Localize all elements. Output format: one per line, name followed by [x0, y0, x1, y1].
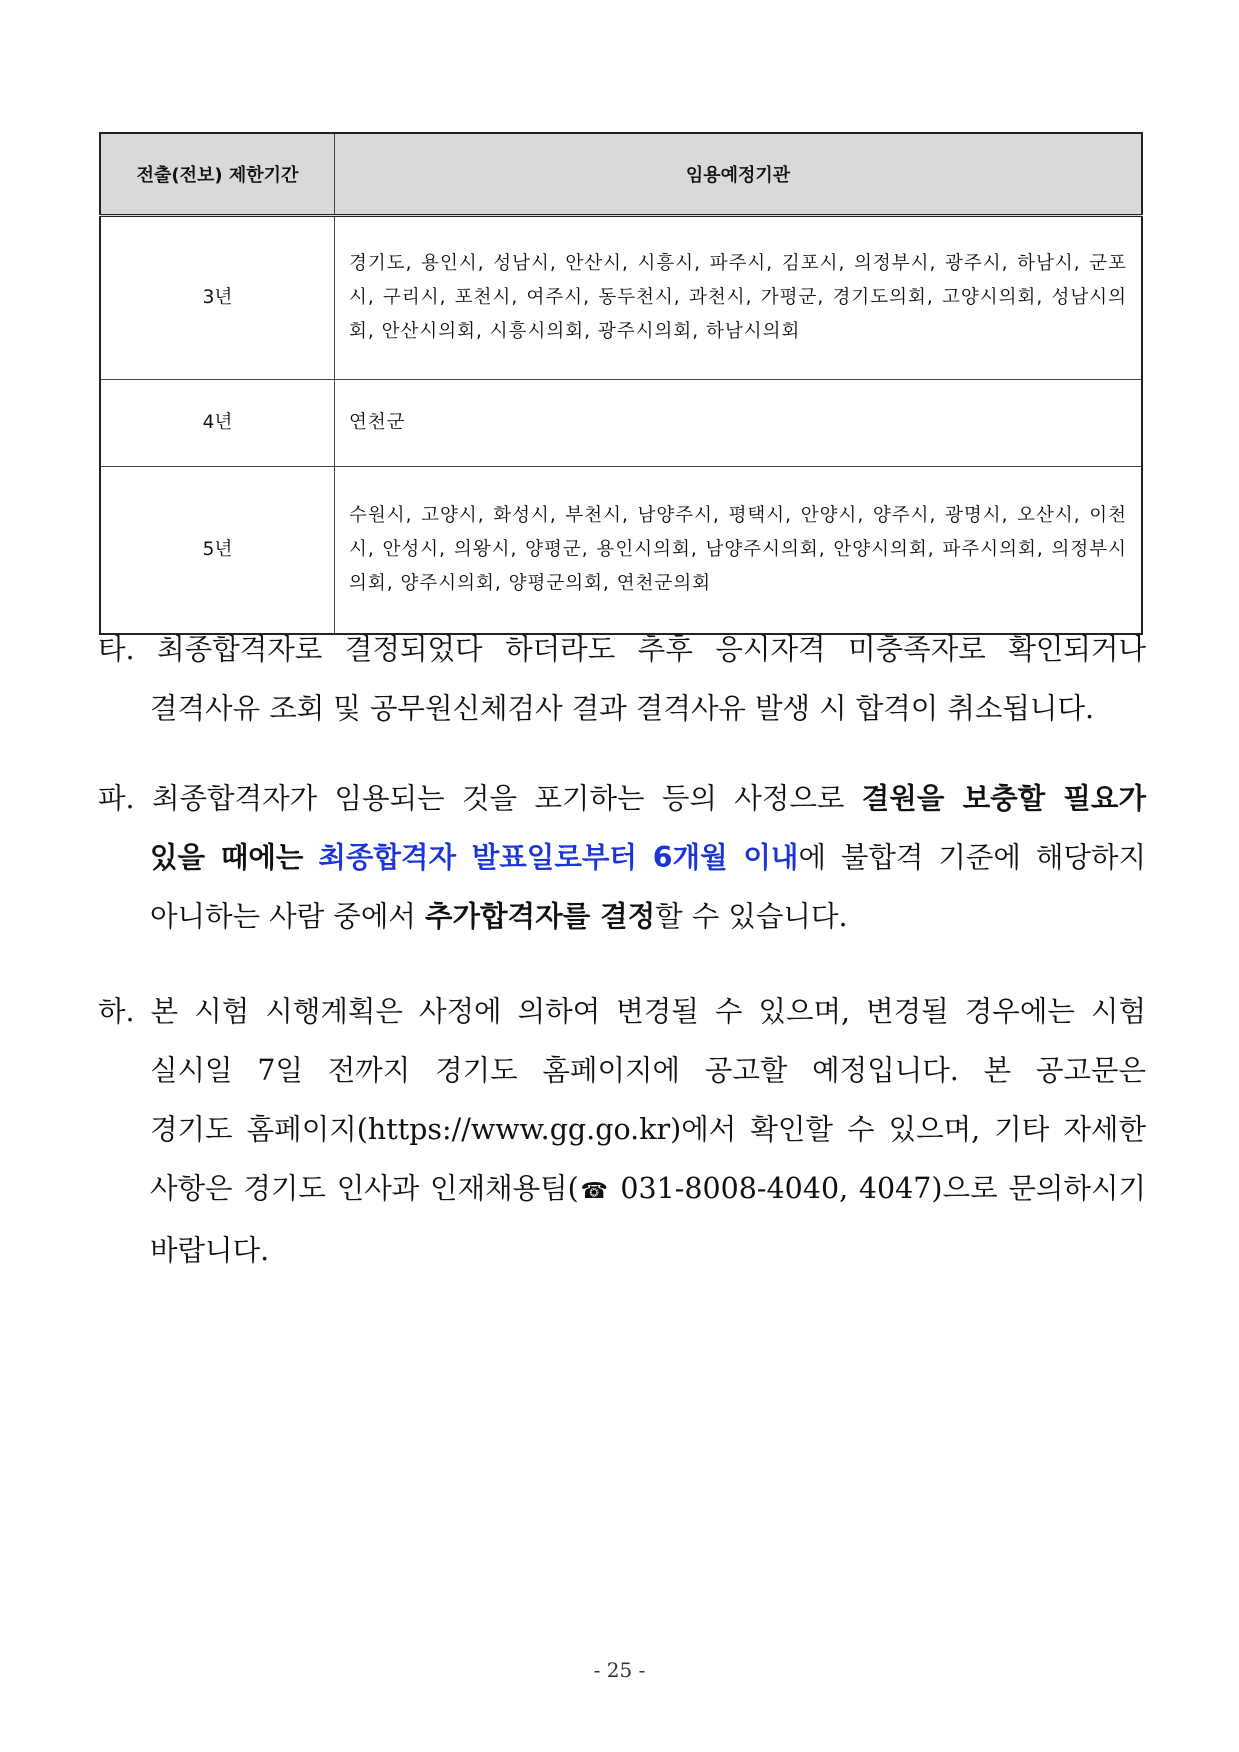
paragraph-text: 사항은 경기도 인사과 인재채용팀( [150, 1172, 579, 1205]
paragraph-text: 아니하는 사람 중에서 [150, 900, 425, 933]
page-number: - 25 - [593, 1658, 646, 1682]
agencies-cell: 경기도, 용인시, 성남시, 안산시, 시흥시, 파주시, 김포시, 의정부시, 광주시, 하남시, 군포시, 구리시, 포천시, 여주시, 동두천시, 과천시, 가평군, 경기도의회, 고양시의회, 성남시의회, 안산시의회, 시흥시의회, 광주시의회, 하남시의회 [335, 216, 1143, 380]
period-cell: 3년 [100, 216, 335, 380]
paragraph-ha [98, 982, 1146, 1280]
header-period: 전출(전보) 제한기간 [100, 133, 335, 216]
agencies-cell: 연천군 [335, 380, 1143, 467]
paragraph-text: 바랍니다. [150, 1234, 270, 1267]
item-marker: 하. [98, 995, 135, 1028]
header-agencies: 임용예정기관 [335, 133, 1143, 216]
paragraph-text: 할 수 있습니다. [655, 900, 848, 933]
table-row [100, 216, 1142, 380]
agencies-cell: 수원시, 고양시, 화성시, 부천시, 남양주시, 평택시, 안양시, 양주시, 광명시, 오산시, 이천시, 안성시, 의왕시, 양평군, 용인시의회, 남양주시의회, 안양시의회, 파주시의회, 의정부시의회, 양주시의회, 양평군의회, 연천군의회 [335, 467, 1143, 635]
transfer-restriction-table [99, 132, 1143, 635]
table-row [100, 380, 1142, 467]
period-cell: 4년 [100, 380, 335, 467]
paragraph-text: 최종합격자로 결정되었다 하더라도 추후 응시자격 미충족자로 확인되거나 [157, 633, 1146, 666]
emphasis-text: 결원을 보충할 필요가 [861, 782, 1146, 815]
paragraph-text: 경기도 홈페이지(https://www.gg.go.kr)에서 확인할 수 있으며, 기타 자세한 [150, 1113, 1146, 1146]
item-marker: 파. [98, 782, 135, 815]
paragraph-text: 결격사유 조회 및 공무원신체검사 결과 결격사유 발생 시 합격이 취소됩니다. [150, 692, 1095, 725]
period-cell: 5년 [100, 467, 335, 635]
paragraph-text: 031-8008-4040, 4047)으로 문의하시기 [609, 1172, 1147, 1205]
emphasis-text: 있을 때에는 [150, 841, 304, 874]
item-marker: 타. [98, 633, 135, 666]
paragraph-ta [98, 620, 1146, 738]
paragraph-text: 실시일 7일 전까지 경기도 홈페이지에 공고할 예정입니다. 본 공고문은 [150, 1054, 1146, 1087]
paragraph-text: 본 시험 시행계획은 사정에 의하여 변경될 수 있으며, 변경될 경우에는 시험 [150, 995, 1146, 1028]
paragraph-text: 에 불합격 기준에 해당하지 [798, 841, 1146, 874]
paragraph-text: 최종합격자가 임용되는 것을 포기하는 등의 사정으로 [151, 782, 862, 815]
table-row [100, 467, 1142, 635]
table-header-row [100, 133, 1142, 216]
paragraph-pa [98, 769, 1146, 946]
highlight-text: 최종합격자 발표일로부터 6개월 이내 [318, 841, 799, 874]
phone-icon: ☎ [578, 1179, 610, 1204]
emphasis-text: 추가합격자를 결정 [424, 900, 656, 933]
